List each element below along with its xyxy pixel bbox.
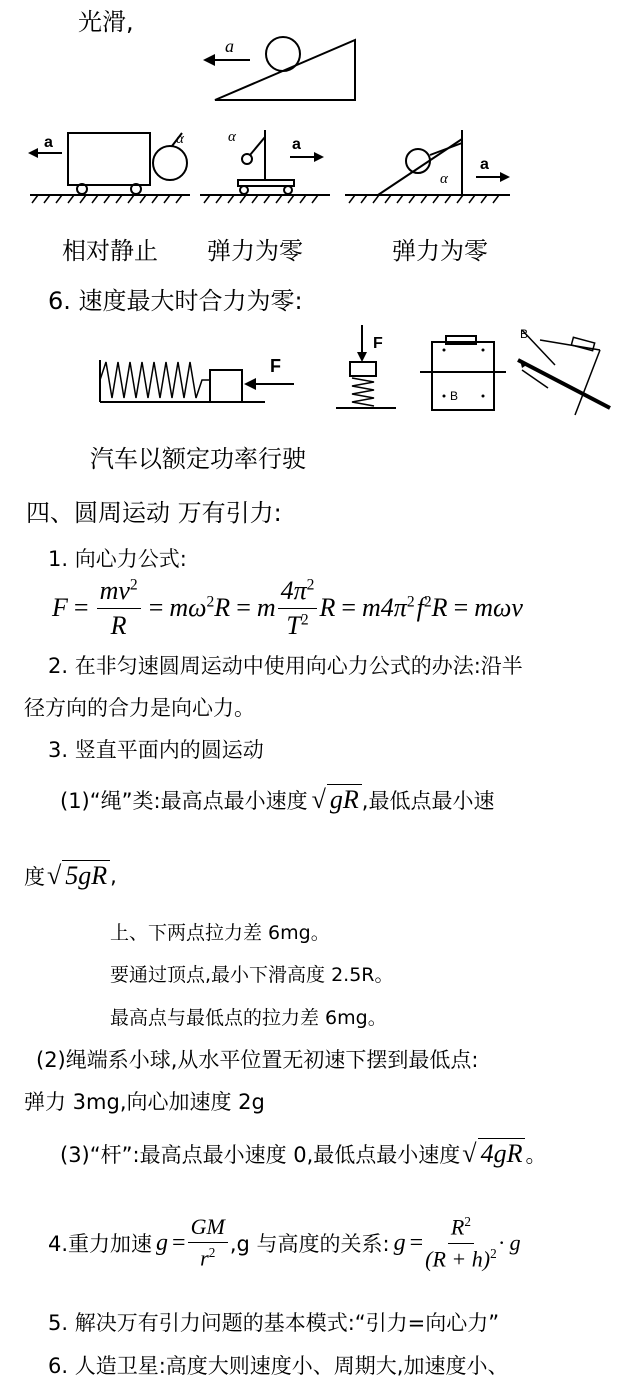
svg-text:B: B xyxy=(450,389,459,403)
three-figures xyxy=(0,125,640,205)
s1-centripetal-formula-label: 1. 向心力公式: xyxy=(48,547,187,571)
svg-text:a: a xyxy=(292,136,301,153)
svg-text:α: α xyxy=(176,131,184,147)
indent-line-1: 上、下两点拉力差 6mg。 xyxy=(110,922,330,944)
indent-line-2: 要通过顶点,最小下滑高度 2.5R。 xyxy=(110,964,394,986)
spring-figures xyxy=(0,320,640,420)
rope-type-line2: 度 √ 5gR , xyxy=(24,861,117,890)
s2-line2: 径方向的合力是向心力。 xyxy=(24,696,255,720)
caption-relative-rest: 相对静止 xyxy=(62,237,158,265)
svg-text:α: α xyxy=(440,171,448,187)
svg-text:B: B xyxy=(520,327,529,341)
svg-text:F: F xyxy=(373,335,383,352)
item-6: 6. 速度最大时合力为零: xyxy=(48,287,303,315)
svg-text:a: a xyxy=(225,36,234,56)
indent-line-3: 最高点与最低点的拉力差 6mg。 xyxy=(110,1007,387,1029)
s3-2-line2: 弹力 3mg,向心加速度 2g xyxy=(24,1090,265,1114)
s3-2-line1: (2)绳端系小球,从水平位置无初速下摆到最低点: xyxy=(36,1048,479,1072)
incline-figure xyxy=(0,30,640,140)
section-4-heading: 四、圆周运动 万有引力: xyxy=(26,499,282,527)
s6-satellite: 6. 人造卫星:高度大则速度小、周期大,加速度小、 xyxy=(48,1354,509,1378)
s3-vertical-circle: 3. 竖直平面内的圆运动 xyxy=(48,738,264,762)
force-label-f: F xyxy=(270,356,281,376)
svg-text:a: a xyxy=(44,134,53,151)
caption-elastic-zero-2: 弹力为零 xyxy=(392,237,488,265)
top-text: 光滑, xyxy=(78,8,134,36)
centripetal-formula: F = $\frac{mv^2}{R}$ = $m\omega^2R$ = m $\frac{4\pi^2}{T^2}$ R = $m4\pi^2f^2R$ = mωv xyxy=(52,575,523,640)
rope-type-line1: (1)“绳”类:最高点最小速度 √ gR ,最低点最小速 xyxy=(60,785,495,814)
s5-basic-model: 5. 解决万有引力问题的基本模式:“引力=向心力” xyxy=(48,1311,500,1335)
svg-text:a: a xyxy=(480,156,489,173)
rod-line: (3)“杆”:最高点最小速度 0,最低点最小速度 √ 4gR 。 xyxy=(60,1139,547,1168)
s4-gravity-line: 4.重力加速 g = $\frac{GM}{r^2}$ ,g 与高度的关系: g = $\frac{R^2}{(R + h)^2}$ · g xyxy=(48,1214,521,1271)
car-caption: 汽车以额定功率行驶 xyxy=(90,445,306,473)
caption-elastic-zero-1: 弹力为零 xyxy=(207,237,303,265)
s2-line1: 2. 在非匀速圆周运动中使用向心力公式的办法:沿半 xyxy=(48,654,523,678)
svg-text:α: α xyxy=(228,129,236,145)
